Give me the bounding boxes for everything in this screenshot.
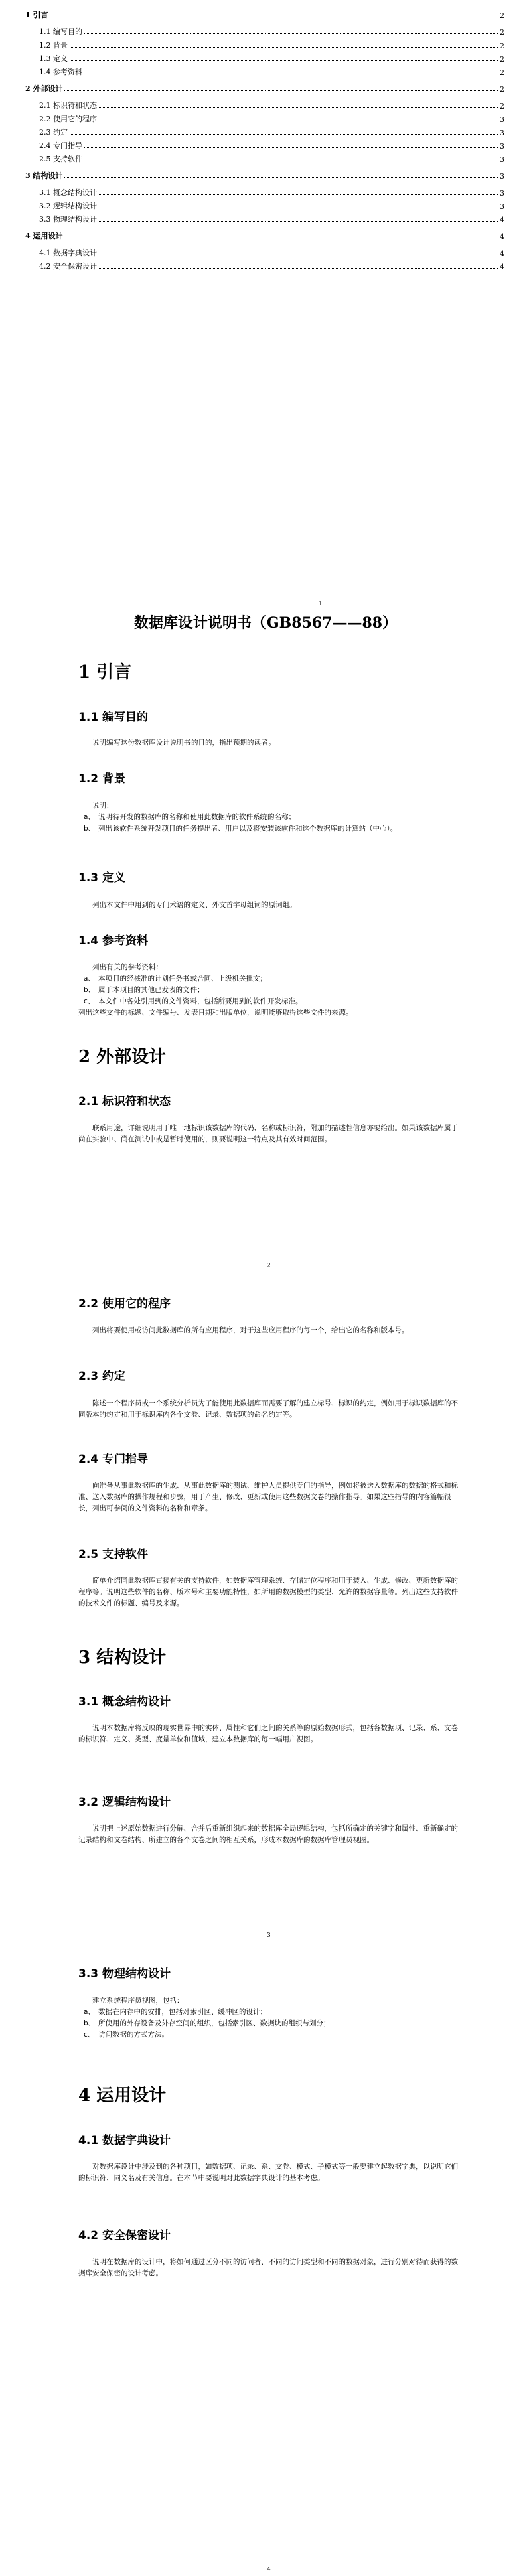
toc-entry-page: 3 [500,189,504,198]
toc-entry-label: 1.4 参考资料 [39,68,82,76]
toc-entry[interactable] [39,23,504,37]
toc-entry[interactable] [39,124,504,137]
toc-leader-dots [84,147,498,148]
toc-entry-page: 2 [500,28,504,37]
heading-2: 3.3 物理结构设计 [78,1967,171,1981]
list-item: b、 所使用的外存设备及外存空间的组织，包括索引区、数据块的组织与划分； [84,2019,331,2027]
toc-entry[interactable] [25,7,504,20]
toc-entry-label: 4.2 安全保密设计 [39,262,97,271]
toc-leader-dots [99,221,498,222]
heading-2: 1.4 参考资料 [78,934,149,948]
list-item: b、 属于本项目的其他已发表的文件； [84,986,204,994]
toc-entry[interactable] [39,137,504,151]
toc-entry[interactable] [39,211,504,224]
heading-2: 4.1 数据字典设计 [78,2134,171,2147]
toc-entry-label: 3.1 概念结构设计 [39,188,97,197]
heading-1: 1 引言 [78,662,132,683]
toc-entry-label: 1.2 背景 [39,41,68,50]
toc-entry-page: 2 [500,11,504,20]
toc-entry[interactable] [39,151,504,164]
heading-2: 2.1 标识符和状态 [78,1095,171,1108]
heading-1: 3 结构设计 [78,1648,167,1668]
toc-entry-label: 2.4 专门指导 [39,141,82,150]
heading-2: 3.1 概念结构设计 [78,1695,171,1709]
paragraph: 对数据库设计中涉及到的各种项目，如数据项、记录、系、文卷、模式、子模式等一般要建立起数据字典，以说明它们的标识符、同义名及有关信息。在本节中要说明对此数据字典设计的基本考虑。 [78,2163,458,2182]
paragraph: 说明把上述原始数据进行分解、合并后重新组织起来的数据库全局逻辑结构，包括所确定的关键字和属性、重新确定的记录结构和文卷结构、所建立的各个文卷之间的相互关系，形成本数据库的数据库管理员视图。 [78,1824,458,1844]
toc-leader-dots [99,194,498,195]
paragraph: 说明本数据库将反映的现实世界中的实体、属性和它们之间的关系等的原始数据形式，包括各数据项、记录、系、文卷的标识符、定义、类型、度量单位和值域，建立本数据库的每一幅用户视图。 [78,1724,458,1743]
toc-entry-label: 4 运用设计 [25,232,63,240]
toc-entry[interactable] [39,37,504,50]
toc-entry[interactable] [25,80,504,94]
paragraph: 说明在数据库的设计中，将如何通过区分不同的访问者、不同的访问类型和不同的数据对象，进行分别对待而获得的数据库安全保密的设计考虑。 [78,2258,458,2277]
toc-entry[interactable] [39,111,504,124]
toc-entry[interactable] [39,198,504,211]
heading-2: 1.3 定义 [78,871,126,885]
list [78,812,463,835]
toc-entry[interactable] [39,258,504,271]
toc-entry-page: 3 [500,155,504,164]
heading-2: 4.2 安全保密设计 [78,2229,171,2242]
list-item: c、 本文件中各处引用到的文件资料，包括所要用到的软件开发标准。 [84,997,303,1005]
paragraph: 说明编写这份数据库设计说明书的目的，指出预期的读者。 [92,739,275,747]
page-number: 1 [319,601,323,607]
paragraph: 简单介绍同此数据库直接有关的支持软件，如数据库管理系统、存储定位程序和用于装入、生成、修改、更新数据库的程序等。说明这些软件的名称、版本号和主要功能特性，如所用的数据模型的类型、允许的数据容量等。列出这些支持软件的技术文件的标题、编号及来源。 [78,1577,458,1607]
toc-entry-label: 1.1 编写目的 [39,27,82,36]
list-item: a、 数据在内存中的安排，包括对索引区、缓冲区的设计； [84,2008,267,2016]
toc-entry-label: 2.3 约定 [39,128,68,137]
page-number: 4 [267,2567,271,2573]
heading-2: 1.1 编写目的 [78,711,149,724]
list [78,2007,463,2041]
toc-entry-page: 2 [500,42,504,50]
heading-2: 1.2 背景 [78,772,126,786]
paragraph: 建立系统程序员视图，包括： [92,1997,184,2005]
toc-entry-label: 2.5 支持软件 [39,155,82,163]
paragraph: 联系用途，详细说明用于唯一地标识该数据库的代码、名称或标识符，附加的描述性信息亦要给出。如果该数据库属于尚在实验中、尚在测试中或是暂时使用的，则要说明这一特点及其有效时间范围。 [78,1124,458,1143]
document-title: 数据库设计说明书（GB8567——88） [133,614,398,632]
toc-entry-page: 4 [500,263,504,271]
toc-entry-page: 3 [500,142,504,151]
toc-entry-page: 2 [500,102,504,111]
heading-2: 3.2 逻辑结构设计 [78,1796,171,1809]
toc-entry-page: 4 [500,232,504,241]
paragraph: 陈述一个程序员或一个系统分析员为了能使用此数据库而需要了解的建立标号、标识的约定，例如用于标识数据库的不同版本的约定和用于标识库内各个文卷、记录、数据项的命名约定等。 [78,1399,458,1419]
toc-leader-dots [84,33,498,34]
toc-entry-label: 3.2 逻辑结构设计 [39,202,97,210]
paragraph: 列出有关的参考资料： [92,963,163,971]
heading-1: 2 外部设计 [78,1047,167,1067]
toc-entry[interactable] [39,64,504,77]
paragraph: 列出这些文件的标题、文件编号、发表日期和出版单位，说明能够取得这些文件的来源。 [78,1009,353,1017]
toc-entry-label: 1 引言 [25,11,48,19]
toc-entry-label: 1.3 定义 [39,54,68,63]
list-item: c、 访问数据的方式方法。 [84,2031,169,2039]
toc-entry-page: 4 [500,216,504,224]
toc-entry-label: 2.2 使用它的程序 [39,115,97,123]
heading-2: 2.3 约定 [78,1370,126,1383]
toc-entry-label: 4.1 数据字典设计 [39,248,97,257]
toc-leader-dots [70,47,498,48]
toc-entry-page: 3 [500,202,504,211]
toc-entry[interactable] [39,97,504,111]
list-item: a、 本项目的经核准的计划任务书或合同、上级机关批文； [84,975,267,983]
toc-entry-page: 3 [500,115,504,124]
toc-entry-page: 4 [500,249,504,258]
page-number: 3 [267,1932,271,1939]
toc-entry[interactable] [39,184,504,198]
toc-entry[interactable] [39,244,504,258]
page-number: 2 [267,1263,271,1269]
toc-leader-dots [99,107,498,108]
paragraph: 列出将要使用或访问此数据库的所有应用程序，对于这些应用程序的每一个，给出它的名称和版本号。 [92,1326,409,1334]
toc-entry-label: 2 外部设计 [25,84,63,93]
paragraph: 列出本文件中用到的专门术语的定义、外文首字母组词的原词组。 [92,901,297,909]
heading-2: 2.4 专门指导 [78,1453,149,1466]
toc-entry[interactable] [25,228,504,241]
toc-leader-dots [64,90,498,91]
paragraph: 说明： [92,802,114,810]
toc-entry-page: 3 [500,129,504,137]
toc-entry-page: 2 [500,68,504,77]
toc-entry-page: 3 [500,172,504,181]
list-item: a、 说明待开发的数据库的名称和使用此数据库的软件系统的名称； [84,813,295,821]
heading-1: 4 运用设计 [78,2086,167,2106]
toc-leader-dots [70,60,498,61]
toc-leader-dots [70,134,498,135]
heading-2: 2.2 使用它的程序 [78,1297,171,1311]
toc-entry[interactable] [25,167,504,181]
toc-entry[interactable] [39,50,504,64]
list [78,973,463,1007]
toc-entry-page: 2 [500,55,504,64]
heading-2: 2.5 支持软件 [78,1548,149,1561]
toc-entry-label: 3 结构设计 [25,171,63,180]
toc-entry-page: 2 [500,85,504,94]
paragraph: 向准备从事此数据库的生成、从事此数据库的测试、维护人员提供专门的指导，例如将被送入数据库的数据的格式和标准、送入数据库的操作规程和步骤，用于产生、修改、更新或使用这些数据文卷的操作指导。如果这些指导的内容篇幅很长，列出可参阅的文件资料的名称和章条。 [78,1482,458,1512]
toc-entry-label: 2.1 标识符和状态 [39,101,97,110]
toc-entry-label: 3.3 物理结构设计 [39,215,97,224]
list-item: b、 列出该软件系统开发项目的任务提出者、用户以及将安装该软件和这个数据库的计算站（中心）。 [84,825,398,833]
toc-leader-dots [99,268,498,269]
toc-leader-dots [64,177,498,178]
